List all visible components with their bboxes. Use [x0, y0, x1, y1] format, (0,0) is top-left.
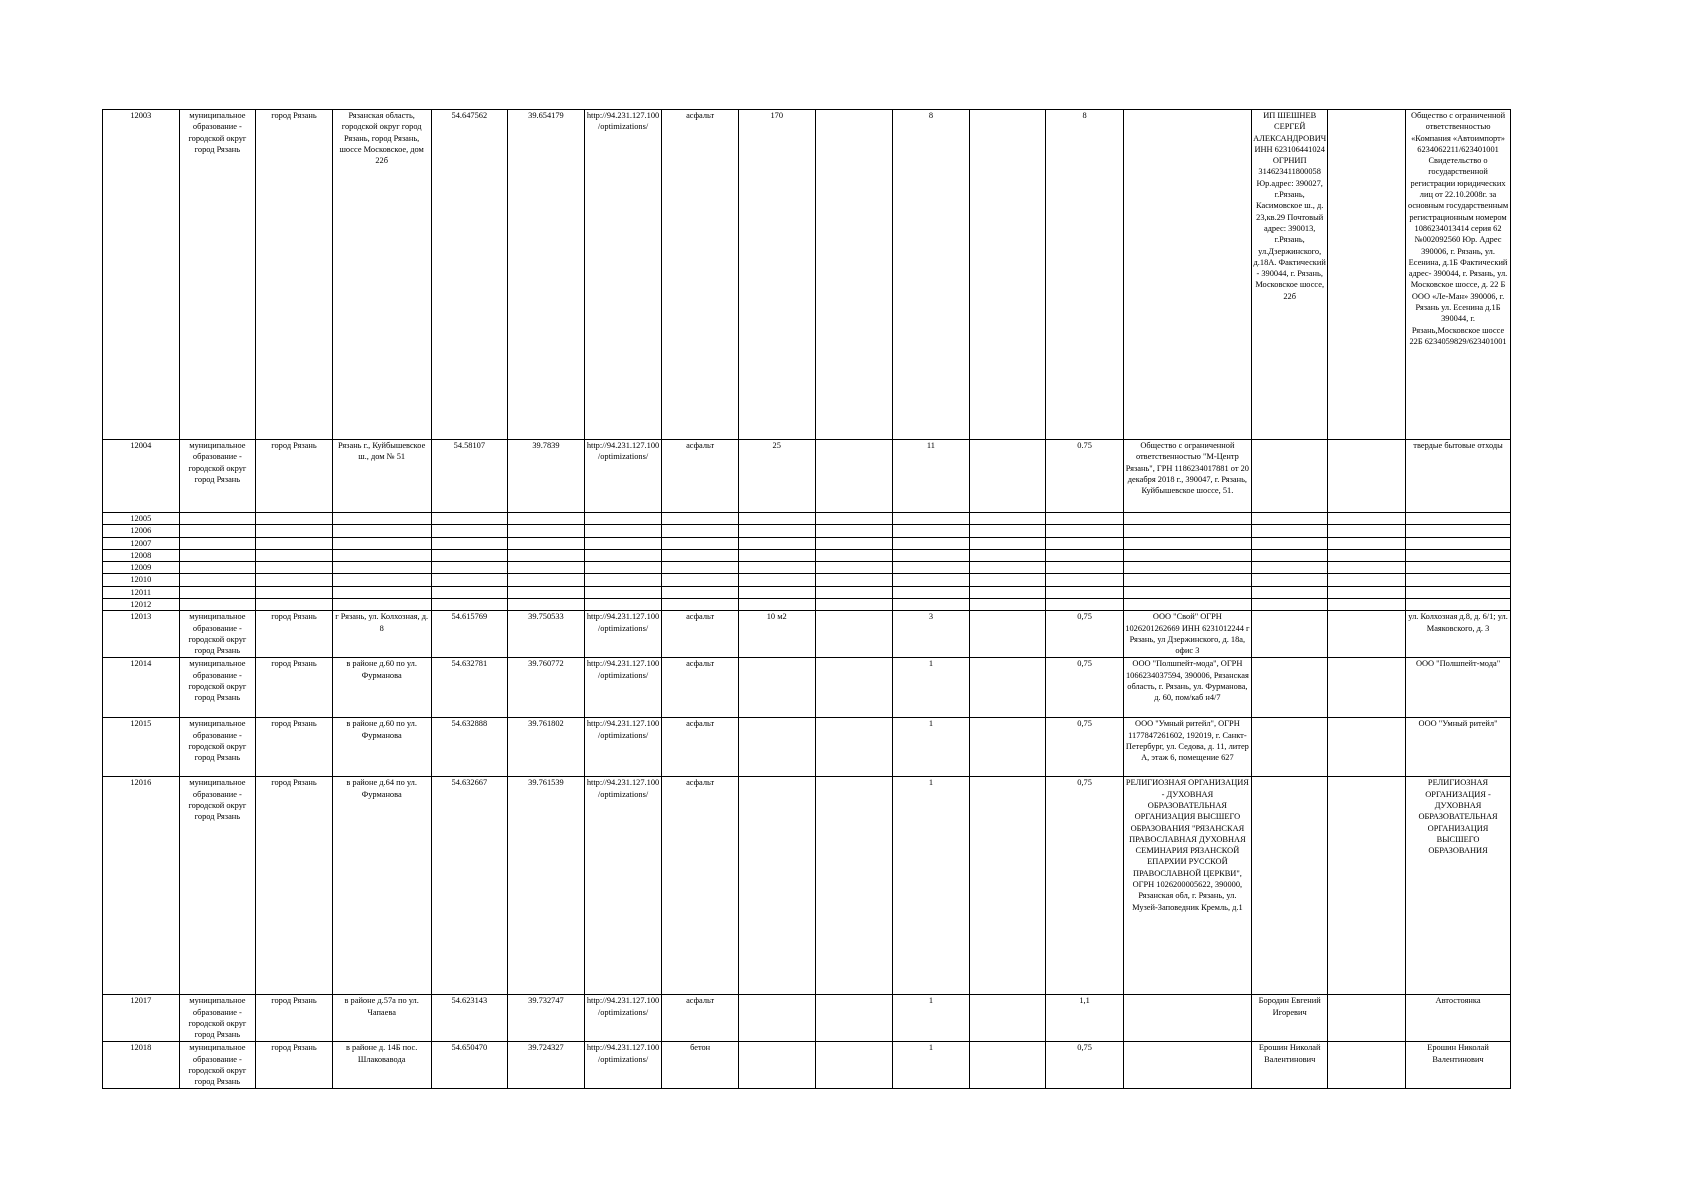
cell-settlement: [256, 549, 333, 561]
cell-c12: [969, 537, 1046, 549]
cell-c16: [1328, 110, 1406, 440]
cell-municipality: муниципальное образование - городской округ город Рязань: [179, 995, 256, 1042]
cell-org: [1251, 718, 1328, 777]
cell-area: [738, 658, 815, 718]
cell-url: [584, 549, 662, 561]
cell-surface: асфальт: [662, 995, 739, 1042]
cell-org: [1251, 513, 1328, 525]
cell-containers: 1: [893, 658, 970, 718]
cell-c12: [969, 586, 1046, 598]
cell-area: [738, 549, 815, 561]
cell-lon: [508, 537, 585, 549]
cell-c12: [969, 440, 1046, 513]
cell-volume: 0,75: [1046, 1042, 1124, 1089]
cell-lon: [508, 549, 585, 561]
cell-address: в районе д.64 по ул. Фурманова: [332, 777, 431, 995]
cell-volume: 0,75: [1046, 777, 1124, 995]
cell-owner: ООО "Полшпейт-мода", ОГРН 1066234037594, 390006, Рязанская область, г. Рязань, ул. Фурманова, д. 60, пом/каб н4/7: [1123, 658, 1251, 718]
cell-area: [738, 1042, 815, 1089]
cell-lon: 39.761539: [508, 777, 585, 995]
cell-id: 12013: [103, 611, 180, 658]
cell-c12: [969, 513, 1046, 525]
cell-volume: 0.75: [1046, 440, 1124, 513]
cell-sources: [1406, 513, 1511, 525]
cell-surface: асфальт: [662, 658, 739, 718]
table-row: [103, 440, 1511, 513]
cell-id: 12009: [103, 562, 180, 574]
cell-org: [1251, 574, 1328, 586]
cell-owner: [1123, 574, 1251, 586]
cell-url: [584, 513, 662, 525]
cell-org: [1251, 537, 1328, 549]
cell-org: [1251, 777, 1328, 995]
cell-surface: асфальт: [662, 611, 739, 658]
cell-c16: [1328, 611, 1406, 658]
cell-id: 12007: [103, 537, 180, 549]
cell-url: http://94.231.127.100/optimizations/: [584, 995, 662, 1042]
cell-volume: [1046, 525, 1124, 537]
cell-area: [738, 562, 815, 574]
cell-owner: [1123, 995, 1251, 1042]
cell-id: 12006: [103, 525, 180, 537]
cell-address: [332, 525, 431, 537]
cell-url: http://94.231.127.100/optimizations/: [584, 110, 662, 440]
cell-sources: [1406, 574, 1511, 586]
table-row: [103, 718, 1511, 777]
cell-containers: 8: [893, 110, 970, 440]
cell-c16: [1328, 586, 1406, 598]
cell-c16: [1328, 525, 1406, 537]
cell-settlement: город Рязань: [256, 718, 333, 777]
cell-id: 12016: [103, 777, 180, 995]
cell-sources: [1406, 525, 1511, 537]
cell-address: в районе д.60 по ул. Фурманова: [332, 718, 431, 777]
cell-volume: [1046, 562, 1124, 574]
cell-lat: 54.632781: [431, 658, 508, 718]
cell-url: http://94.231.127.100/optimizations/: [584, 611, 662, 658]
cell-volume: [1046, 537, 1124, 549]
cell-settlement: город Рязань: [256, 995, 333, 1042]
table-row: [103, 537, 1511, 549]
cell-area: 10 м2: [738, 611, 815, 658]
cell-c16: [1328, 537, 1406, 549]
cell-org: [1251, 658, 1328, 718]
cell-lat: [431, 549, 508, 561]
cell-c16: [1328, 440, 1406, 513]
cell-id: 12017: [103, 995, 180, 1042]
cell-containers: [893, 537, 970, 549]
cell-lon: 39.732747: [508, 995, 585, 1042]
cell-owner: [1123, 586, 1251, 598]
cell-lat: 54.632888: [431, 718, 508, 777]
cell-sources: Ерошин Николай Валентинович: [1406, 1042, 1511, 1089]
cell-address: [332, 599, 431, 611]
cell-lon: [508, 525, 585, 537]
cell-id: 12014: [103, 658, 180, 718]
cell-municipality: муниципальное образование - городской округ город Рязань: [179, 718, 256, 777]
cell-sources: [1406, 599, 1511, 611]
cell-municipality: муниципальное образование - городской округ город Рязань: [179, 611, 256, 658]
cell-c12: [969, 574, 1046, 586]
cell-lon: 39.750533: [508, 611, 585, 658]
cell-c16: [1328, 777, 1406, 995]
cell-sources: ООО "Полшпейт-мода": [1406, 658, 1511, 718]
cell-address: Рязанская область, городской округ город Рязань, город Рязань, шоссе Московское, дом 22б: [332, 110, 431, 440]
cell-municipality: муниципальное образование - городской округ город Рязань: [179, 1042, 256, 1089]
cell-owner: [1123, 599, 1251, 611]
cell-c12: [969, 777, 1046, 995]
cell-settlement: город Рязань: [256, 777, 333, 995]
cell-c12: [969, 525, 1046, 537]
cell-containers: 1: [893, 1042, 970, 1089]
cell-lon: 39.654179: [508, 110, 585, 440]
table-row: [103, 110, 1511, 440]
cell-id: 12018: [103, 1042, 180, 1089]
cell-c12: [969, 658, 1046, 718]
cell-org: ИП ШЕШНЕВ СЕРГЕЙ АЛЕКСАНДРОВИЧ ИНН 623106441024 ОГРНИП 314623411800058 Юр.адрес: 390027, г.Рязань, Касимовское ш., д. 23,кв.29 Почтовый адрес: 390013, г.Рязань, ул.Дзержинского, д.18А. Фактический - 390044, г. Рязань, Московское шоссе, 22б: [1251, 110, 1328, 440]
cell-org: [1251, 562, 1328, 574]
cell-c10: [815, 549, 893, 561]
cell-id: 12003: [103, 110, 180, 440]
cell-owner: [1123, 562, 1251, 574]
cell-address: в районе д. 14Б пос. Шлаковавода: [332, 1042, 431, 1089]
cell-org: Ерошин Николай Валентинович: [1251, 1042, 1328, 1089]
cell-area: [738, 525, 815, 537]
cell-settlement: [256, 586, 333, 598]
cell-municipality: муниципальное образование - городской округ город Рязань: [179, 777, 256, 995]
cell-id: 12008: [103, 549, 180, 561]
table-row: [103, 611, 1511, 658]
cell-sources: Автостоянка: [1406, 995, 1511, 1042]
cell-c10: [815, 777, 893, 995]
cell-org: [1251, 611, 1328, 658]
cell-lat: 54.615769: [431, 611, 508, 658]
cell-url: http://94.231.127.100/optimizations/: [584, 777, 662, 995]
cell-lat: [431, 537, 508, 549]
cell-containers: 1: [893, 995, 970, 1042]
cell-municipality: муниципальное образование - городской округ город Рязань: [179, 658, 256, 718]
cell-surface: [662, 586, 739, 598]
table-body: [103, 110, 1511, 1089]
cell-surface: бетон: [662, 1042, 739, 1089]
cell-owner: [1123, 525, 1251, 537]
cell-settlement: город Рязань: [256, 658, 333, 718]
cell-id: 12012: [103, 599, 180, 611]
cell-lat: [431, 562, 508, 574]
cell-org: [1251, 525, 1328, 537]
cell-settlement: город Рязань: [256, 440, 333, 513]
cell-c10: [815, 611, 893, 658]
cell-settlement: [256, 537, 333, 549]
cell-area: [738, 718, 815, 777]
cell-area: [738, 513, 815, 525]
cell-address: г Рязань, ул. Колхозная, д. 8: [332, 611, 431, 658]
cell-containers: 1: [893, 718, 970, 777]
cell-containers: [893, 549, 970, 561]
cell-c10: [815, 599, 893, 611]
table-row: [103, 525, 1511, 537]
cell-c12: [969, 562, 1046, 574]
cell-lon: [508, 562, 585, 574]
cell-address: в районе д.60 по ул. Фурманова: [332, 658, 431, 718]
cell-sources: твердые бытовые отходы: [1406, 440, 1511, 513]
cell-municipality: [179, 537, 256, 549]
cell-url: [584, 599, 662, 611]
cell-lon: 39.760772: [508, 658, 585, 718]
cell-c12: [969, 549, 1046, 561]
cell-surface: асфальт: [662, 777, 739, 995]
cell-containers: [893, 562, 970, 574]
cell-sources: ул. Колхозная д.8, д. 6/1; ул. Маяковского, д. 3: [1406, 611, 1511, 658]
cell-url: [584, 537, 662, 549]
cell-url: http://94.231.127.100/optimizations/: [584, 440, 662, 513]
cell-containers: 3: [893, 611, 970, 658]
cell-surface: [662, 549, 739, 561]
cell-sources: [1406, 562, 1511, 574]
cell-c16: [1328, 599, 1406, 611]
registry-table: [102, 109, 1511, 1089]
cell-c12: [969, 110, 1046, 440]
cell-id: 12011: [103, 586, 180, 598]
cell-address: [332, 562, 431, 574]
cell-municipality: [179, 513, 256, 525]
cell-c12: [969, 1042, 1046, 1089]
cell-settlement: [256, 562, 333, 574]
cell-sources: РЕЛИГИОЗНАЯ ОРГАНИЗАЦИЯ - ДУХОВНАЯ ОБРАЗОВАТЕЛЬНАЯ ОРГАНИЗАЦИЯ ВЫСШЕГО ОБРАЗОВАНИЯ: [1406, 777, 1511, 995]
cell-id: 12015: [103, 718, 180, 777]
cell-owner: Общество с ограниченной ответственностью "М-Центр Рязань", ГРН 1186234017881 от 20 декабря 2018 г., 390047, г. Рязань, Куйбышевское шоссе, 51.: [1123, 440, 1251, 513]
cell-c16: [1328, 1042, 1406, 1089]
cell-surface: асфальт: [662, 718, 739, 777]
cell-address: [332, 586, 431, 598]
cell-volume: 0,75: [1046, 718, 1124, 777]
cell-lat: [431, 599, 508, 611]
cell-volume: 0,75: [1046, 611, 1124, 658]
cell-url: http://94.231.127.100/optimizations/: [584, 1042, 662, 1089]
cell-volume: 8: [1046, 110, 1124, 440]
cell-surface: [662, 513, 739, 525]
cell-owner: ООО "Свой" ОГРН 1026201262669 ИНН 6231012244 г Рязань, ул Дзержинского, д. 18а, офис 3: [1123, 611, 1251, 658]
cell-c16: [1328, 718, 1406, 777]
cell-id: 12010: [103, 574, 180, 586]
cell-lat: 54.647562: [431, 110, 508, 440]
cell-owner: [1123, 537, 1251, 549]
cell-sources: Общество с ограниченной ответственностью «Компания «Автоимпорт» 6234062211/623401001 Свидетельство о государственной регистрации юридических лиц от 22.10.2008г. за основным государственным регистрационным номером 1086234013414 серия 62 №002092560 Юр. Адрес 390006, г. Рязань, ул. Есенина, д.1Б Фактический адрес- 390044, г. Рязань, ул. Московское шоссе, д. 22 Б ООО «Ле-Ман» 390006, г. Рязань ул. Есенина д.1Б 390044, г. Рязань,Московское шоссе 22Б 6234059829/623401001: [1406, 110, 1511, 440]
cell-lat: [431, 525, 508, 537]
cell-org: Бородин Евгений Игоревич: [1251, 995, 1328, 1042]
cell-municipality: [179, 562, 256, 574]
cell-lat: 54.623143: [431, 995, 508, 1042]
cell-containers: [893, 525, 970, 537]
cell-municipality: муниципальное образование - городской округ город Рязань: [179, 110, 256, 440]
cell-municipality: [179, 574, 256, 586]
cell-lat: 54.58107: [431, 440, 508, 513]
cell-address: [332, 513, 431, 525]
cell-c16: [1328, 549, 1406, 561]
cell-c10: [815, 440, 893, 513]
cell-c10: [815, 537, 893, 549]
cell-area: [738, 777, 815, 995]
cell-c10: [815, 658, 893, 718]
cell-org: [1251, 440, 1328, 513]
cell-lat: [431, 513, 508, 525]
cell-lon: 39.7839: [508, 440, 585, 513]
cell-volume: 0,75: [1046, 658, 1124, 718]
cell-c10: [815, 586, 893, 598]
cell-settlement: город Рязань: [256, 1042, 333, 1089]
cell-settlement: [256, 513, 333, 525]
cell-c16: [1328, 995, 1406, 1042]
cell-containers: 11: [893, 440, 970, 513]
cell-volume: [1046, 513, 1124, 525]
cell-c10: [815, 525, 893, 537]
cell-sources: [1406, 537, 1511, 549]
cell-surface: асфальт: [662, 110, 739, 440]
table-row: [103, 777, 1511, 995]
cell-c10: [815, 718, 893, 777]
cell-volume: [1046, 549, 1124, 561]
cell-lat: 54.632667: [431, 777, 508, 995]
cell-owner: [1123, 513, 1251, 525]
cell-owner: [1123, 1042, 1251, 1089]
cell-lon: [508, 599, 585, 611]
cell-sources: [1406, 586, 1511, 598]
cell-c12: [969, 995, 1046, 1042]
cell-c12: [969, 599, 1046, 611]
cell-area: [738, 995, 815, 1042]
cell-containers: [893, 513, 970, 525]
cell-address: [332, 574, 431, 586]
cell-org: [1251, 549, 1328, 561]
cell-c16: [1328, 562, 1406, 574]
cell-c10: [815, 1042, 893, 1089]
cell-municipality: муниципальное образование - городской округ город Рязань: [179, 440, 256, 513]
cell-surface: [662, 525, 739, 537]
cell-settlement: город Рязань: [256, 611, 333, 658]
cell-c10: [815, 513, 893, 525]
cell-owner: [1123, 549, 1251, 561]
registry-sheet: [102, 109, 1511, 1089]
cell-c10: [815, 995, 893, 1042]
cell-municipality: [179, 549, 256, 561]
cell-surface: [662, 537, 739, 549]
cell-area: [738, 537, 815, 549]
cell-containers: [893, 574, 970, 586]
cell-lon: 39.761802: [508, 718, 585, 777]
cell-address: [332, 549, 431, 561]
cell-area: [738, 599, 815, 611]
cell-lon: [508, 513, 585, 525]
cell-url: http://94.231.127.100/optimizations/: [584, 658, 662, 718]
cell-volume: [1046, 599, 1124, 611]
cell-surface: асфальт: [662, 440, 739, 513]
cell-surface: [662, 574, 739, 586]
cell-sources: ООО "Умный ритейл": [1406, 718, 1511, 777]
cell-address: [332, 537, 431, 549]
cell-c10: [815, 562, 893, 574]
cell-municipality: [179, 586, 256, 598]
table-row: [103, 599, 1511, 611]
cell-settlement: [256, 599, 333, 611]
cell-area: [738, 574, 815, 586]
cell-owner: [1123, 110, 1251, 440]
table-row: [103, 513, 1511, 525]
cell-lat: [431, 574, 508, 586]
cell-volume: 1,1: [1046, 995, 1124, 1042]
cell-lon: [508, 586, 585, 598]
cell-owner: ООО "Умный ритейл", ОГРН 1177847261602, 192019, г. Санкт-Петербург, ул. Седова, д. 11, литер А, этаж 6, помещение 627: [1123, 718, 1251, 777]
cell-area: 25: [738, 440, 815, 513]
table-row: [103, 658, 1511, 718]
table-row: [103, 995, 1511, 1042]
cell-id: 12004: [103, 440, 180, 513]
cell-org: [1251, 599, 1328, 611]
cell-address: в районе д.57а по ул. Чапаева: [332, 995, 431, 1042]
cell-lat: 54.650470: [431, 1042, 508, 1089]
cell-lon: [508, 574, 585, 586]
cell-c10: [815, 574, 893, 586]
cell-surface: [662, 599, 739, 611]
cell-c12: [969, 718, 1046, 777]
cell-c16: [1328, 574, 1406, 586]
table-row: [103, 562, 1511, 574]
cell-c16: [1328, 513, 1406, 525]
cell-address: Рязань г., Куйбышевское ш., дом № 51: [332, 440, 431, 513]
cell-owner: РЕЛИГИОЗНАЯ ОРГАНИЗАЦИЯ - ДУХОВНАЯ ОБРАЗОВАТЕЛЬНАЯ ОРГАНИЗАЦИЯ ВЫСШЕГО ОБРАЗОВАНИЯ "РЯЗАНСКАЯ ПРАВОСЛАВНАЯ ДУХОВНАЯ СЕМИНАРИЯ РЯЗАНСКОЙ ЕПАРХИИ РУССКОЙ ПРАВОСЛАВНОЙ ЦЕРКВИ", ОГРН 1026200005622, 390000, Рязанская обл, г. Рязань, ул. Музей-Заповедник Кремль, д.1: [1123, 777, 1251, 995]
cell-settlement: [256, 525, 333, 537]
cell-area: [738, 586, 815, 598]
table-row: [103, 549, 1511, 561]
cell-containers: [893, 599, 970, 611]
cell-c16: [1328, 658, 1406, 718]
cell-municipality: [179, 525, 256, 537]
cell-url: [584, 562, 662, 574]
cell-lat: [431, 586, 508, 598]
cell-surface: [662, 562, 739, 574]
cell-volume: [1046, 586, 1124, 598]
cell-volume: [1046, 574, 1124, 586]
cell-settlement: город Рязань: [256, 110, 333, 440]
table-row: [103, 1042, 1511, 1089]
cell-url: http://94.231.127.100/optimizations/: [584, 718, 662, 777]
cell-url: [584, 586, 662, 598]
table-row: [103, 586, 1511, 598]
cell-sources: [1406, 549, 1511, 561]
cell-url: [584, 574, 662, 586]
cell-url: [584, 525, 662, 537]
cell-area: 170: [738, 110, 815, 440]
cell-org: [1251, 586, 1328, 598]
cell-containers: 1: [893, 777, 970, 995]
table-row: [103, 574, 1511, 586]
cell-lon: 39.724327: [508, 1042, 585, 1089]
cell-municipality: [179, 599, 256, 611]
cell-c10: [815, 110, 893, 440]
cell-containers: [893, 586, 970, 598]
cell-settlement: [256, 574, 333, 586]
cell-c12: [969, 611, 1046, 658]
cell-id: 12005: [103, 513, 180, 525]
